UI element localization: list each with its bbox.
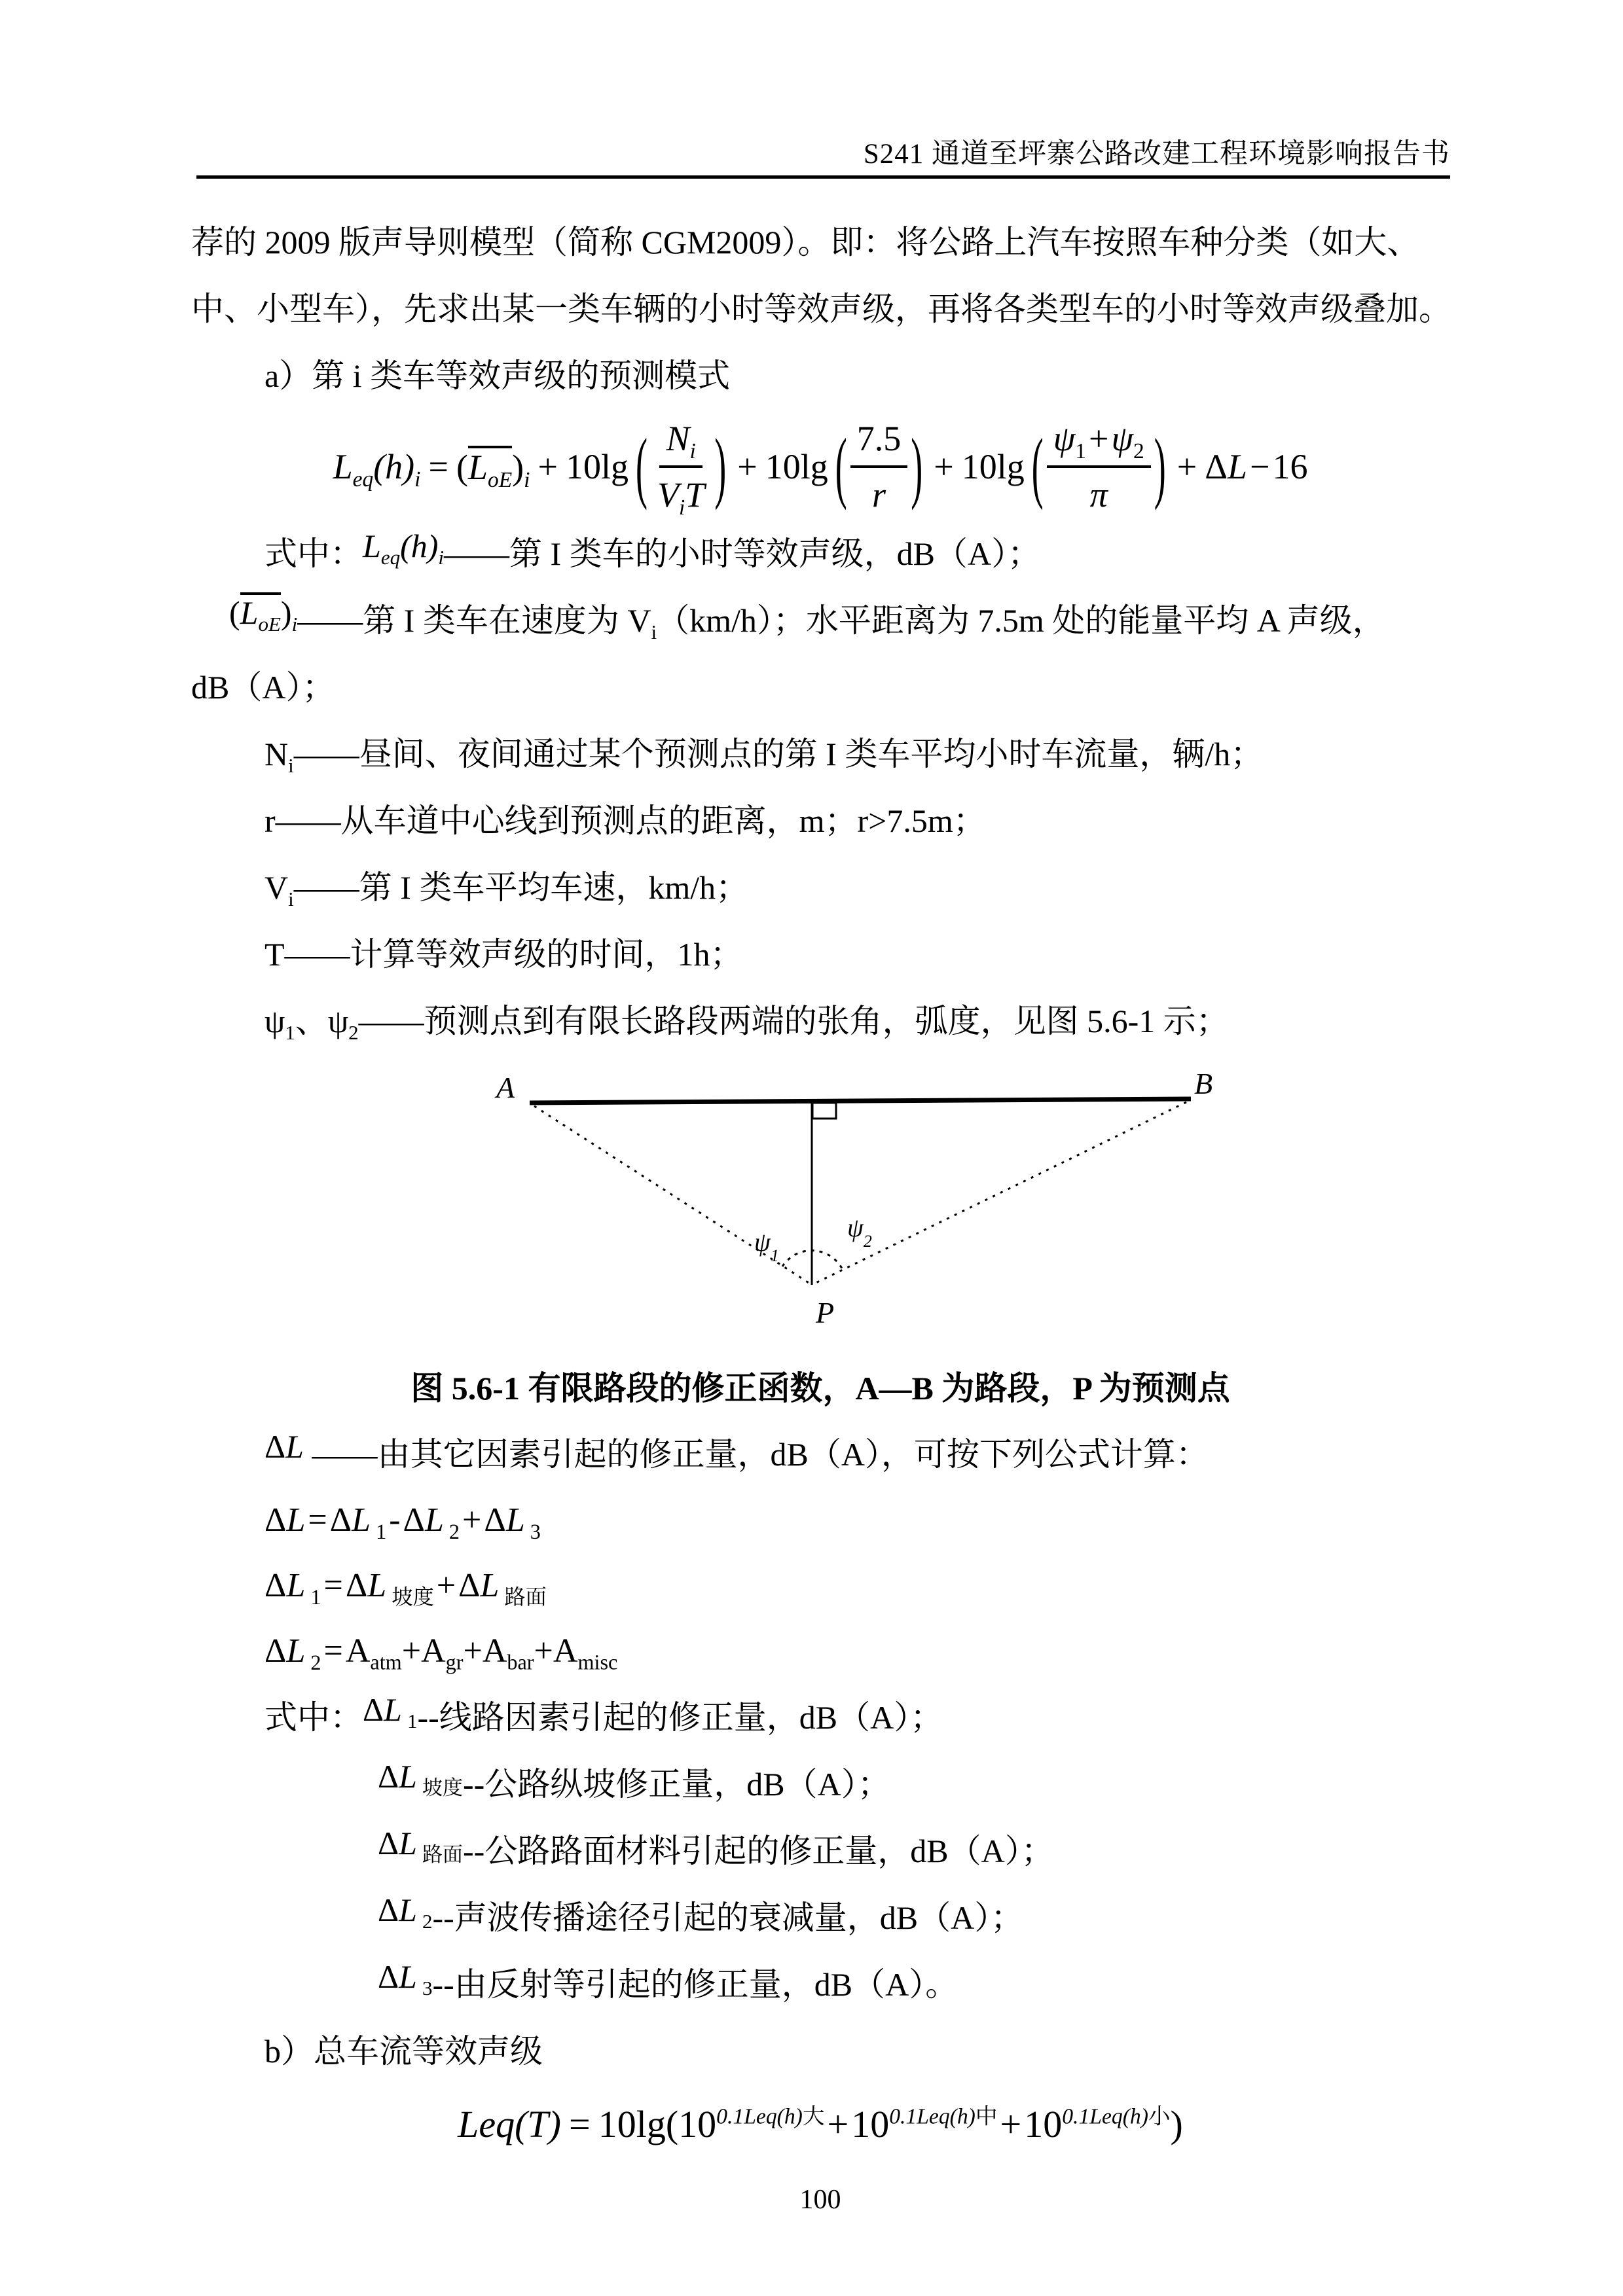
- where-clause-leq: 式中：$L_{eq}(h)_i——$第 I 类车的小时等效声级，dB（A）；: [191, 520, 1450, 587]
- delta-l-intro: ΔL ——由其它因素引起的修正量，dB（A），可按下列公式计算：: [191, 1421, 1450, 1488]
- definition-loe-continuation: dB（A）；: [191, 669, 335, 706]
- page-header: [196, 0, 1450, 179]
- intro-paragraph-line-2: 中、小型车），先求出某一类车辆的小时等效声级，再将各类型车的小时等效声级叠加。: [191, 291, 1451, 327]
- inline-formula-leq: $L_{eq}(h)_i$: [363, 528, 445, 569]
- figure-road-segment-ab: [530, 1099, 1191, 1103]
- formula-leq-total: Leq(T) = 10lg( $10^{0.1Leq(h)大}$ + $10^{0.1Leq(h)中}$ + $10^{0.1Leq(h)小}$ ): [458, 2103, 1183, 2146]
- formula-delta-l2: ΔL $_2$ = $A_{atm}$ + $A_{gr}$ + $A_{bar}$ + $A_{misc}$: [264, 1632, 618, 1674]
- figure-caption: 图 5.6-1 有限路段的修正函数，A—B 为路段，P 为预测点: [410, 1370, 1230, 1407]
- figure-sightline-bp: [812, 1102, 1186, 1285]
- inline-formula-loe: $(L_{oE})_i$: [229, 579, 297, 646]
- definition-psi: $\psi_1$、$\psi_2——$预测点到有限长路段两端的张角，弧度，见图 5.6-1 示；: [264, 1003, 1229, 1045]
- definition-r: r——从车道中心线到预测点的距离，m；r>7.5m；: [264, 802, 986, 840]
- where-clause-delta-slope: ΔL $_{坡度}$--公路纵坡修正量，dB（A）；: [378, 1758, 890, 1803]
- page-body: [191, 177, 1450, 2233]
- definition-ni: $N_i——$昼间、夜间通过某个预测点的第 I 类车平均小时车流量，辆/h；: [264, 736, 1264, 778]
- formula-delta-l-total: ΔL = ΔL $_1$ - ΔL $_2$ + ΔL $_3$: [264, 1501, 541, 1543]
- figure-5-6-1-diagram: [479, 1062, 1232, 1331]
- figure-label-b: B: [1194, 1067, 1213, 1101]
- figure-label-p: P: [816, 1296, 835, 1330]
- section-a-heading: a）第 i 类车等效声级的预测模式: [264, 357, 731, 394]
- figure-right-angle-mark: [812, 1103, 836, 1119]
- where-clause-delta-l2: ΔL $_2$--声波传播途径引起的衰减量，dB（A）；: [378, 1892, 1024, 1937]
- report-title: S241 通道至坪寨公路改建工程环境影响报告书: [863, 139, 1450, 170]
- figure-label-psi1: $\psi_1$: [754, 1227, 779, 1266]
- intro-paragraph-line-1: 荐的 2009 版声导则模型（简称 CGM2009）。即：将公路上汽车按照车种分类（如大、: [191, 224, 1420, 260]
- inline-formula-delta-l: ΔL: [264, 1428, 304, 1465]
- section-b-heading: b）总车流等效声级: [264, 2033, 543, 2070]
- formula-delta-l1: ΔL $_1$ = ΔL $_{坡度}$ + ΔL $_{路面}$: [264, 1567, 547, 1609]
- where-clause-delta-l1: 式中：ΔL $_1$--线路因素引起的修正量，dB（A）；: [264, 1691, 943, 1736]
- definition-loe: $(L_{oE})_i——$第 I 类车在速度为 $V_i(km/h)$；水平距离为 7.5m 处的能量平均 A 声级，: [191, 587, 1450, 654]
- figure-label-a: A: [496, 1071, 515, 1105]
- figure-label-psi2: $\psi_2$: [847, 1213, 872, 1251]
- definition-vi: $V_i——$第 I 类车平均车速，km/h；: [264, 869, 749, 911]
- where-clause-delta-pavement: ΔL $_{路面}$--公路路面材料引起的修正量，dB（A）；: [378, 1825, 1054, 1870]
- figure-5-6-1: [479, 1062, 1450, 1353]
- formula-leq-class-i: $L_{eq}(h)_i$ = $(L_{oE})_i$ + 10lg ( $\frac{N_i}{V_iT}$ ) + 10lg ( $\frac{7.5}{r}$ ) + 10lg ( $\frac{\psi_1+\psi_2}{\pi}$ ) + ΔL − 16: [333, 419, 1308, 520]
- page-number: 100: [799, 2184, 841, 2215]
- where-clause-delta-l3: ΔL $_3$--由反射等引起的修正量，dB（A）。: [378, 1958, 958, 2003]
- definition-t: T——计算等效声级的时间，1h；: [264, 936, 743, 973]
